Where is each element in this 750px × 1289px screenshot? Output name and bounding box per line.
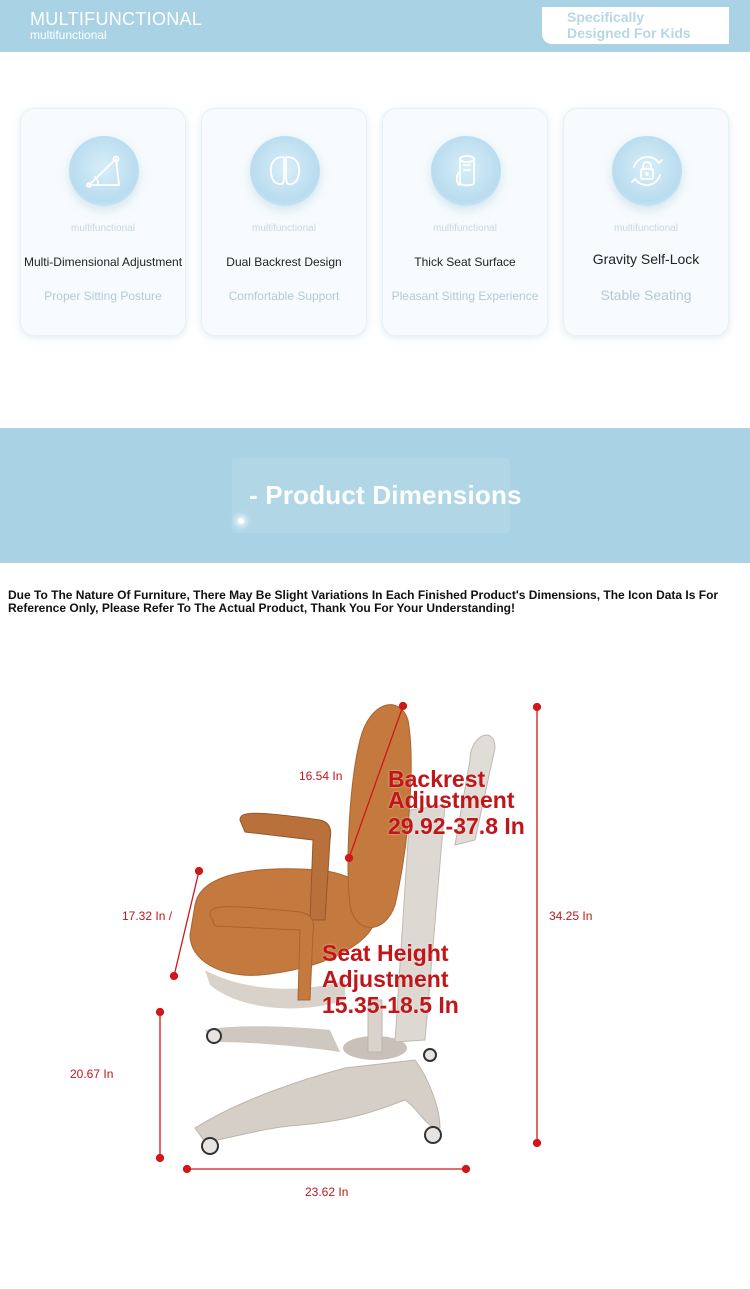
feature-small-label: multifunctional <box>433 223 497 234</box>
dimensions-heading: - Product Dimensions <box>249 480 522 510</box>
caster <box>207 1029 221 1043</box>
chair-base <box>195 1060 440 1142</box>
thick-seat-icon <box>431 136 501 206</box>
dimensions-notice: Due To The Nature Of Furniture, There May Be Slight Variations In Each Finished Product's Dimensions, The Icon Data Is For Reference Only, Please Refer To The Actual Product, Thank You For Your Understanding! <box>8 588 719 615</box>
feature-desc: Stable Seating <box>600 287 692 303</box>
header-title: MULTIFUNCTIONAL <box>30 9 203 29</box>
dim-label-backrest-width: 16.54 In <box>299 769 343 783</box>
chair-dimension-figure <box>0 680 750 1220</box>
feature-small-label: multifunctional <box>71 223 135 234</box>
backrest-adjust-line2: Adjustment <box>388 787 515 813</box>
header-bar <box>0 0 750 52</box>
backrest-adjust-range: 29.92-37.8 In <box>388 813 525 839</box>
dim-label-total-height: 34.25 In <box>549 909 593 923</box>
kids-tag <box>542 7 729 44</box>
caster <box>424 1049 436 1061</box>
feature-name: Dual Backrest Design <box>226 255 342 269</box>
feature-desc: Proper Sitting Posture <box>44 289 162 303</box>
kids-tag-line1: Specifically <box>567 9 645 25</box>
feature-name: Gravity Self-Lock <box>592 251 700 267</box>
feature-desc: Comfortable Support <box>228 289 340 303</box>
caster <box>425 1127 441 1143</box>
seat-adjust-line2: Adjustment <box>322 966 449 992</box>
feature-card-seat <box>382 108 548 336</box>
dimensions-banner <box>0 428 750 563</box>
kids-tag-line2: Designed For Kids <box>567 25 691 41</box>
dim-label-seat-floor-height: 20.67 In <box>70 1067 114 1081</box>
dim-label-base-width: 23.62 In <box>305 1185 349 1199</box>
seat-adjust-range: 15.35-18.5 In <box>322 992 459 1018</box>
dim-label-seat-depth: 17.32 In / <box>122 909 173 923</box>
feature-small-label: multifunctional <box>614 223 678 234</box>
self-lock-icon <box>612 136 682 206</box>
feature-card-adjustment <box>20 108 186 336</box>
header-subtitle: multifunctional <box>30 28 107 42</box>
seat-adjust-line1: Seat Height <box>322 940 449 966</box>
feature-card-backrest <box>201 108 367 336</box>
feature-name: Thick Seat Surface <box>414 255 516 269</box>
feature-card-lock <box>563 108 729 336</box>
feature-desc: Pleasant Sitting Experience <box>391 289 539 303</box>
sparkle-icon <box>238 518 244 524</box>
dual-backrest-icon <box>250 136 320 206</box>
caster <box>202 1138 218 1154</box>
chair-base-rear <box>205 1026 340 1052</box>
angle-adjust-icon <box>69 136 139 206</box>
backrest-adjust-line1: Backrest <box>388 766 486 792</box>
feature-small-label: multifunctional <box>252 223 316 234</box>
feature-name: Multi-Dimensional Adjustment <box>23 255 183 269</box>
